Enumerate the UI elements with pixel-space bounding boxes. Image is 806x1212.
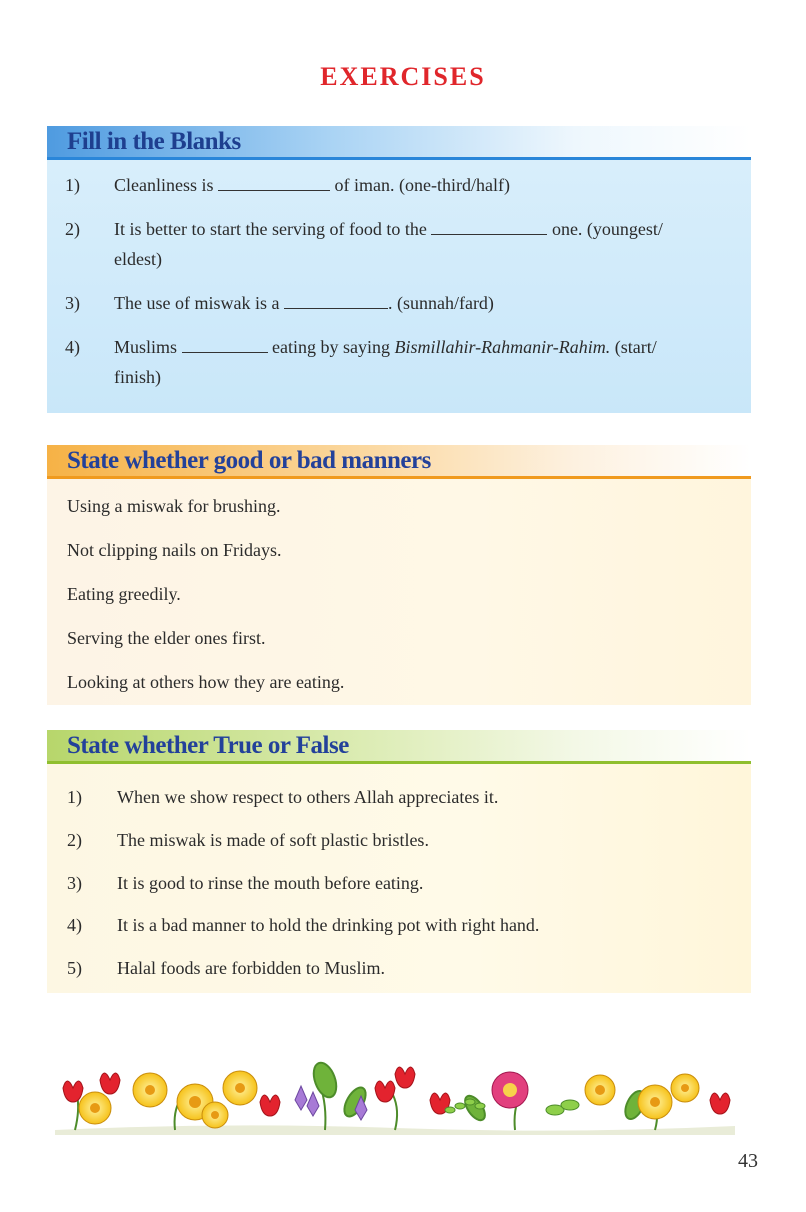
good-or-bad-manners-section [47,445,751,705]
section-header [47,445,751,479]
question-text: finish) [114,367,161,387]
section-heading: State whether True or False [67,732,349,759]
question-text: . (sunnah/fard) [387,293,494,313]
answer-blank[interactable] [284,294,388,309]
question-text: eldest) [114,249,162,269]
answer-blank[interactable] [182,338,268,353]
section-heading: Fill in the Blanks [67,128,241,155]
section-header [47,126,751,160]
question-text: The use of miswak is a [114,293,280,313]
question-number: 2) [65,219,80,239]
question-text: one. (youngest/ [551,219,663,239]
flower-border-illustration [55,1060,735,1135]
question-number: 1) [65,175,80,195]
answer-blank[interactable] [431,220,547,235]
statement: Serving the elder ones first. [67,628,266,648]
question-number: 1) [67,787,82,807]
question-number: 4) [65,337,80,357]
question-number: 2) [67,830,82,850]
question-number: 5) [67,958,82,978]
question-text: Cleanliness is [114,175,214,195]
question-text: It is a bad manner to hold the drinking pot with right hand. [117,915,540,935]
question-text: It is good to rinse the mouth before eating. [117,873,424,893]
page-title: EXERCISES [320,62,486,91]
question-text: of iman. (one-third/half) [334,175,510,195]
statement: Not clipping nails on Fridays. [67,540,282,560]
section-body [47,479,751,705]
statement: Eating greedily. [67,584,181,604]
statement: Using a miswak for brushing. [67,496,281,516]
question-text: Halal foods are forbidden to Muslim. [117,958,385,978]
true-or-false-section [47,730,751,993]
question-text: Muslims [114,337,178,357]
answer-blank[interactable] [218,176,330,191]
page-number: 43 [738,1150,758,1172]
question-text: eating by saying [272,337,391,357]
question-text: When we show respect to others Allah appreciates it. [117,787,499,807]
question-text: It is better to start the serving of food to the [114,219,427,239]
section-heading: State whether good or bad manners [67,447,431,474]
question-number: 4) [67,915,82,935]
question-text: (start/ [614,337,657,357]
question-italic-text: Bismillahir-Rahmanir-Rahim. [394,337,611,357]
question-number: 3) [67,873,82,893]
statement: Looking at others how they are eating. [67,672,345,692]
question-text: The miswak is made of soft plastic bristles. [117,830,429,850]
fill-in-the-blanks-section [47,126,751,413]
section-body [47,764,751,993]
question-number: 3) [65,293,80,313]
section-header [47,730,751,764]
section-body [47,160,751,413]
